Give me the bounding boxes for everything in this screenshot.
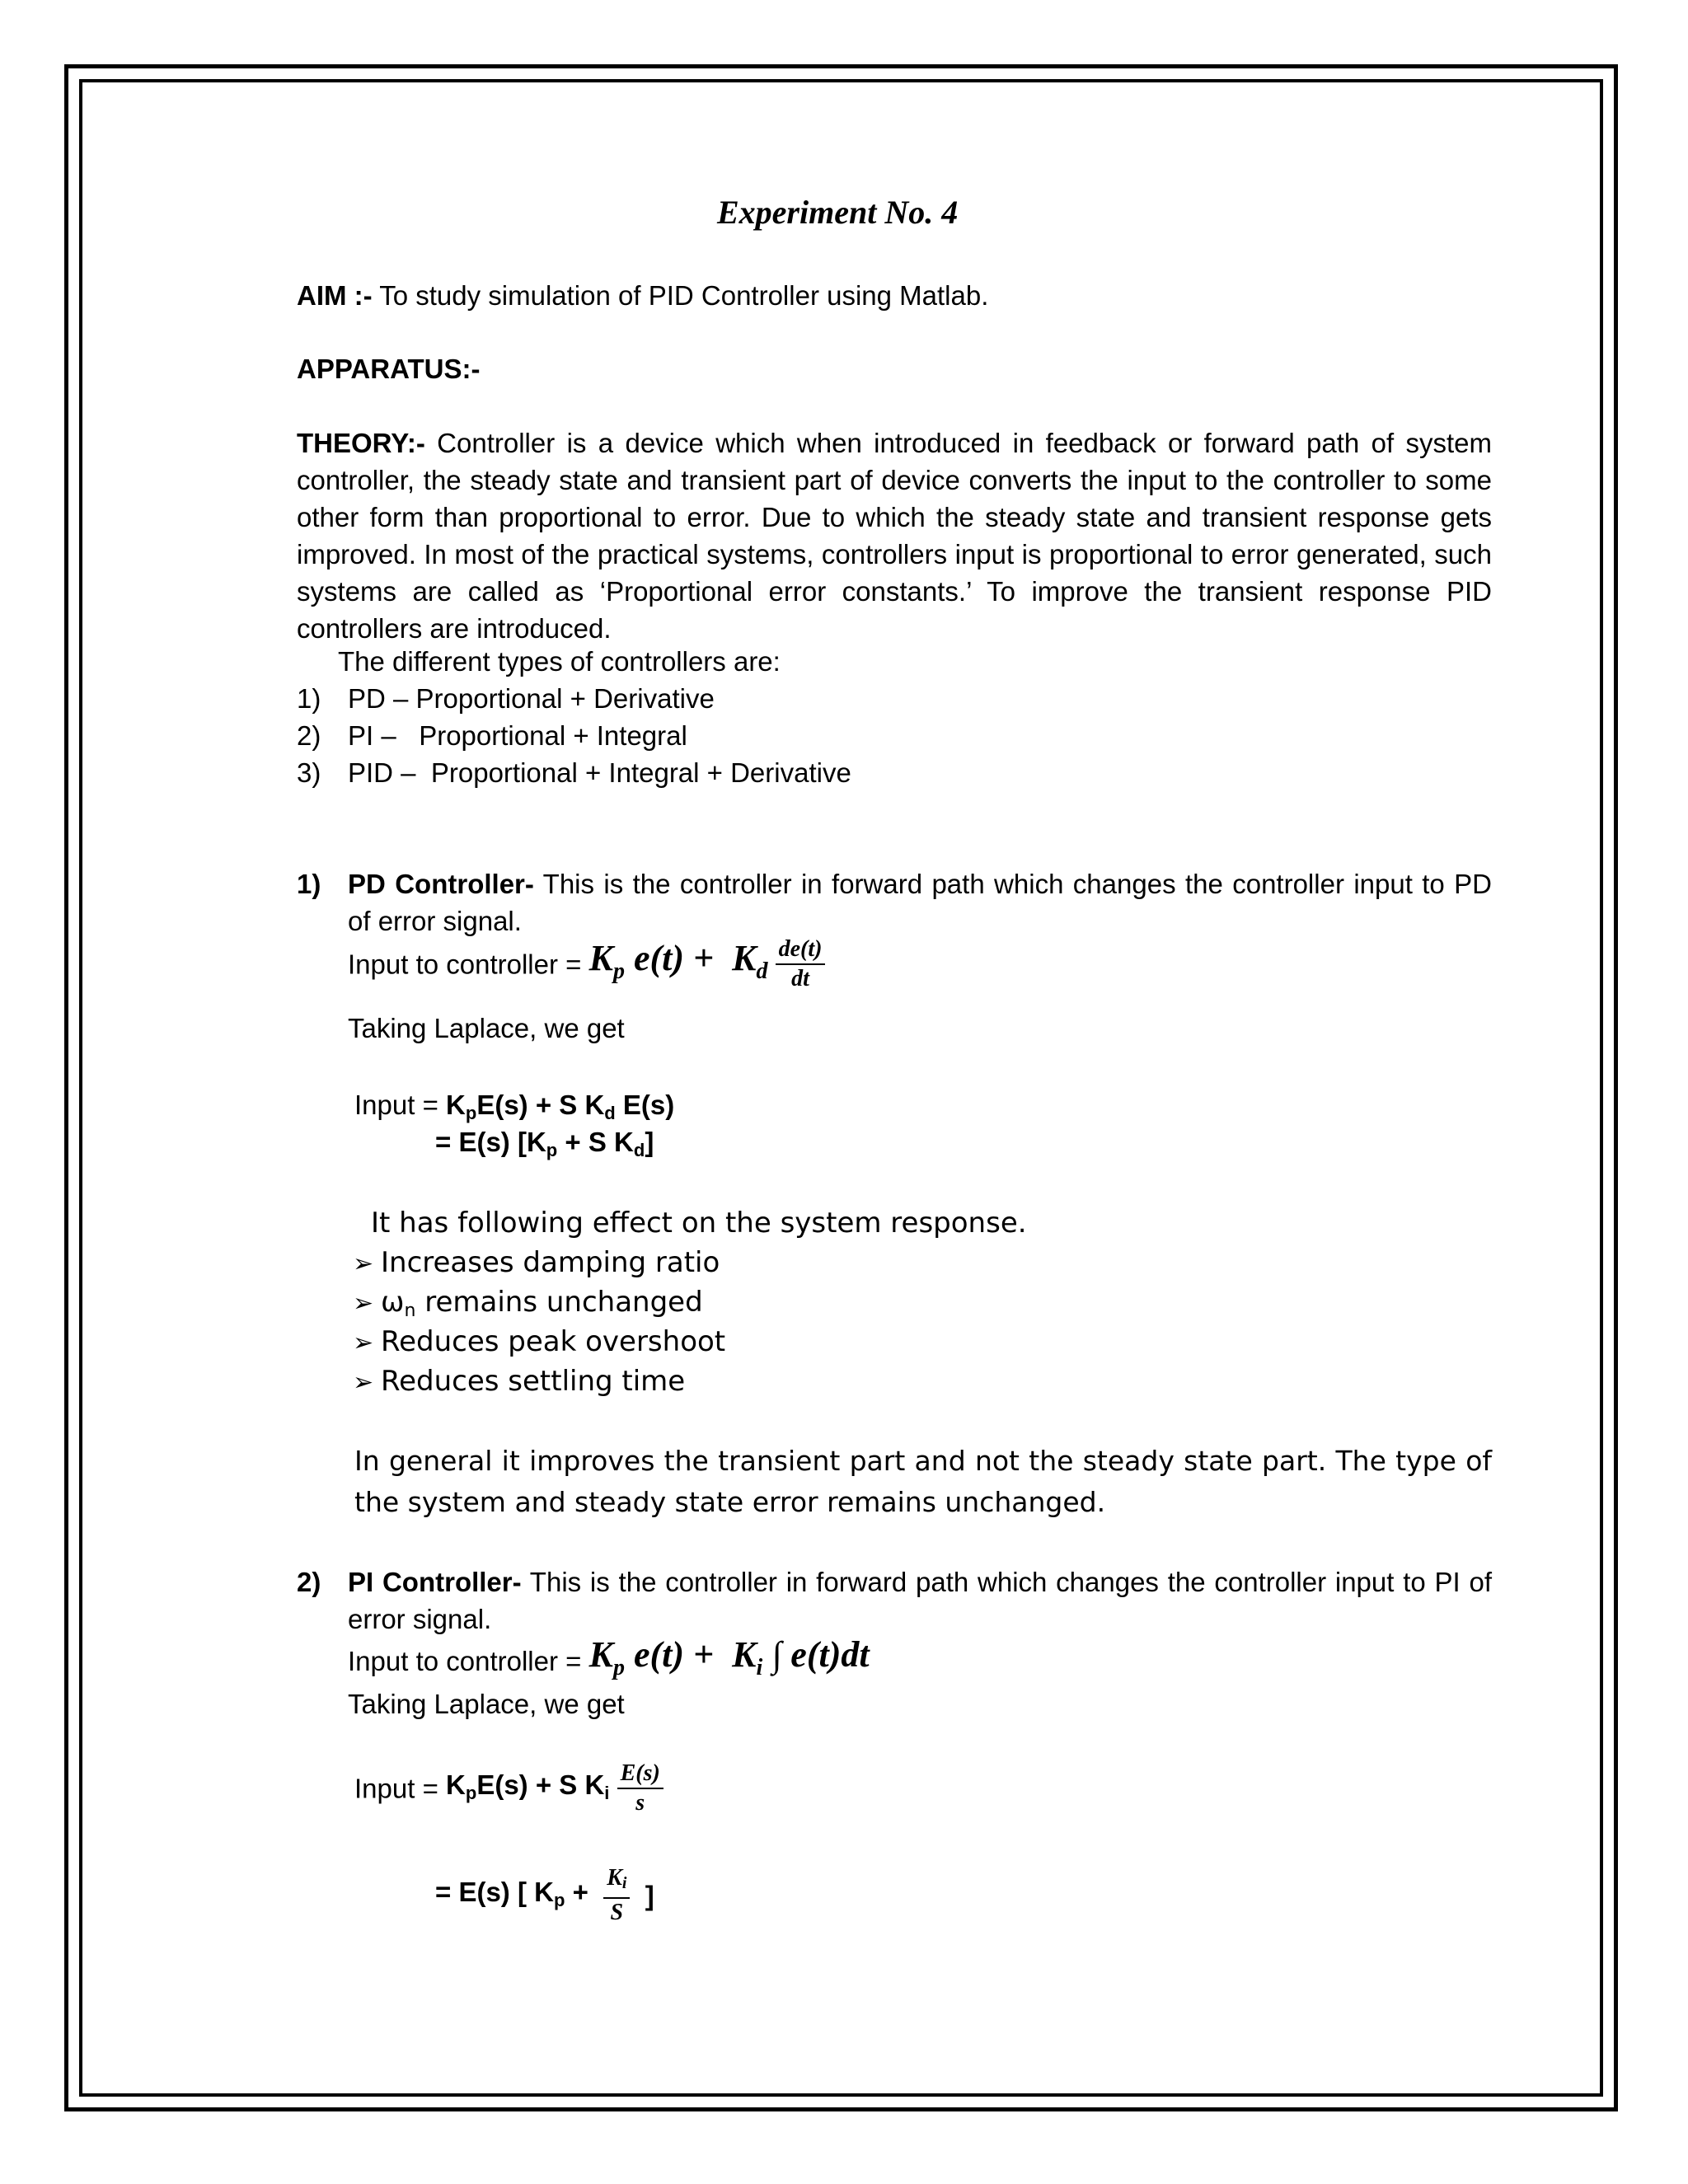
pi-num: 2) xyxy=(297,1567,321,1597)
eq-part: K xyxy=(446,1090,466,1120)
page-title: Experiment No. 4 xyxy=(717,194,959,231)
arrow-bullet-icon: ➢ xyxy=(353,1249,374,1278)
type-num: 3) xyxy=(297,757,321,788)
eq-part: ] xyxy=(645,1127,654,1157)
pd-description xyxy=(348,865,1492,940)
types-intro: The different types of controllers are: xyxy=(338,646,781,677)
eq-sub: p xyxy=(553,1889,565,1910)
pi-eq xyxy=(588,1634,870,1680)
eq-sub: p xyxy=(465,1103,477,1123)
type-text: PID – Proportional + Integral + Derivative xyxy=(348,757,851,788)
et-term: e(t) + xyxy=(624,937,733,978)
eq-part: E(s) + S K xyxy=(476,1769,605,1800)
ki-sub: i xyxy=(756,1655,763,1680)
integral-term: ∫ e(t)dt xyxy=(762,1634,870,1675)
eq-part: E(s) + S K xyxy=(476,1090,605,1120)
frac-numerator: K xyxy=(607,1865,622,1891)
arrow-bullet-icon: ➢ xyxy=(353,1289,374,1318)
frac-denominator: s xyxy=(635,1790,645,1816)
et-term: e(t) + xyxy=(624,1634,733,1675)
effect-item xyxy=(353,1361,685,1403)
eq-part: + xyxy=(565,1876,597,1907)
apparatus-label: APPARATUS:- xyxy=(297,354,481,384)
theory-paragraph xyxy=(297,424,1492,647)
eq-part: K xyxy=(446,1769,466,1800)
eq-part: = E(s) [ K xyxy=(435,1876,554,1907)
pd-desc: This is the controller in forward path which changes the controller input to PD of error signal. xyxy=(348,869,1493,936)
pi-laplace-eq-1 xyxy=(354,1760,663,1817)
omega-symbol: ω xyxy=(381,1286,405,1319)
kd-sub: d xyxy=(756,958,768,984)
pi-laplace-eq-2 xyxy=(435,1864,654,1927)
pd-laplace-eq-2 xyxy=(435,1123,654,1169)
kp-symbol: K xyxy=(588,1634,613,1675)
pd-laplace-text: Taking Laplace, we get xyxy=(348,1013,625,1043)
type-num: 2) xyxy=(297,720,321,751)
aim-line xyxy=(297,277,988,314)
effect-text: Reduces settling time xyxy=(381,1365,686,1398)
pd-input-equation xyxy=(348,935,825,993)
frac-numerator: E(s) xyxy=(617,1760,663,1789)
eq-sub: i xyxy=(604,1782,610,1803)
eq-part: = E(s) [K xyxy=(435,1127,546,1157)
arrow-bullet-icon: ➢ xyxy=(353,1329,374,1357)
eq-part: + S K xyxy=(557,1127,634,1157)
aim-label: AIM :- xyxy=(297,280,373,311)
frac-denominator: S xyxy=(610,1900,624,1925)
effect-item xyxy=(353,1243,720,1284)
effect-text: remains unchanged xyxy=(415,1286,703,1319)
frac-num-sub: i xyxy=(621,1874,627,1892)
pi-input-label: Input to controller = xyxy=(348,1646,589,1676)
pi-desc: This is the controller in forward path which changes the controller input to PI of error signal. xyxy=(348,1567,1492,1634)
pd-effect-intro: It has following effect on the system response. xyxy=(371,1207,1027,1240)
pd-summary: In general it improves the transient part and not the steady state part. The type of the system and steady state error remains unchanged. xyxy=(354,1445,1492,1518)
pd-eq xyxy=(588,937,768,984)
theory-text: Controller is a device which when introduced in feedback or forward path of system controller, the steady state and transient part of device converts the input to the controller to some other form than proportional to error. Due to which the steady state and transient response gets improved. In most of the practical systems, controllers input is proportional to error generated, such systems are called as ‘Proportional error constants.’ To improve the transient response PID controllers are introduced. xyxy=(297,428,1492,644)
kp-symbol: K xyxy=(588,937,613,978)
type-text: PD – Proportional + Derivative xyxy=(348,683,715,714)
eq-sub: p xyxy=(546,1140,558,1160)
ki-over-s-fraction xyxy=(603,1864,630,1927)
eq-sub: d xyxy=(633,1140,645,1160)
pi-heading: PI Controller- xyxy=(348,1567,522,1597)
apparatus-line xyxy=(297,350,480,387)
eq-part: E(s) xyxy=(615,1090,675,1120)
pd-num: 1) xyxy=(297,869,321,899)
pd-input-label: Input to controller = xyxy=(348,949,589,980)
pi-description xyxy=(348,1563,1492,1638)
derivative-fraction xyxy=(776,935,826,993)
pi-laplace-text: Taking Laplace, we get xyxy=(348,1689,625,1719)
eq-sub: p xyxy=(465,1782,477,1803)
effect-text: Reduces peak overshoot xyxy=(381,1325,726,1358)
effect-text: Increases damping ratio xyxy=(381,1246,720,1279)
frac-numerator: de(t) xyxy=(776,935,826,965)
pd-heading: PD Controller- xyxy=(348,869,534,899)
type-item-pd xyxy=(297,680,715,717)
arrow-bullet-icon: ➢ xyxy=(353,1368,374,1397)
type-text: PI – Proportional + Integral xyxy=(348,720,687,751)
input-label: Input = xyxy=(354,1773,447,1804)
eq-part: ] xyxy=(637,1880,654,1911)
omega-sub: n xyxy=(404,1301,416,1321)
effect-item xyxy=(353,1322,725,1363)
kp-sub: p xyxy=(612,958,625,984)
aim-text: To study simulation of PID Controller using Matlab. xyxy=(372,280,989,311)
pd-number xyxy=(297,865,321,902)
pi-number xyxy=(297,1563,321,1601)
kd-symbol: K xyxy=(732,937,757,978)
frac-denominator: dt xyxy=(791,966,809,991)
ki-symbol: K xyxy=(732,1634,757,1675)
input-label: Input = xyxy=(354,1090,447,1120)
eq-sub: d xyxy=(604,1103,616,1123)
type-num: 1) xyxy=(297,683,321,714)
laplace-fraction xyxy=(617,1760,663,1817)
type-item-pi xyxy=(297,717,687,754)
type-item-pid xyxy=(297,754,851,791)
pi-input-equation xyxy=(348,1636,870,1686)
kp-sub: p xyxy=(612,1655,625,1680)
theory-label: THEORY:- xyxy=(297,428,425,458)
